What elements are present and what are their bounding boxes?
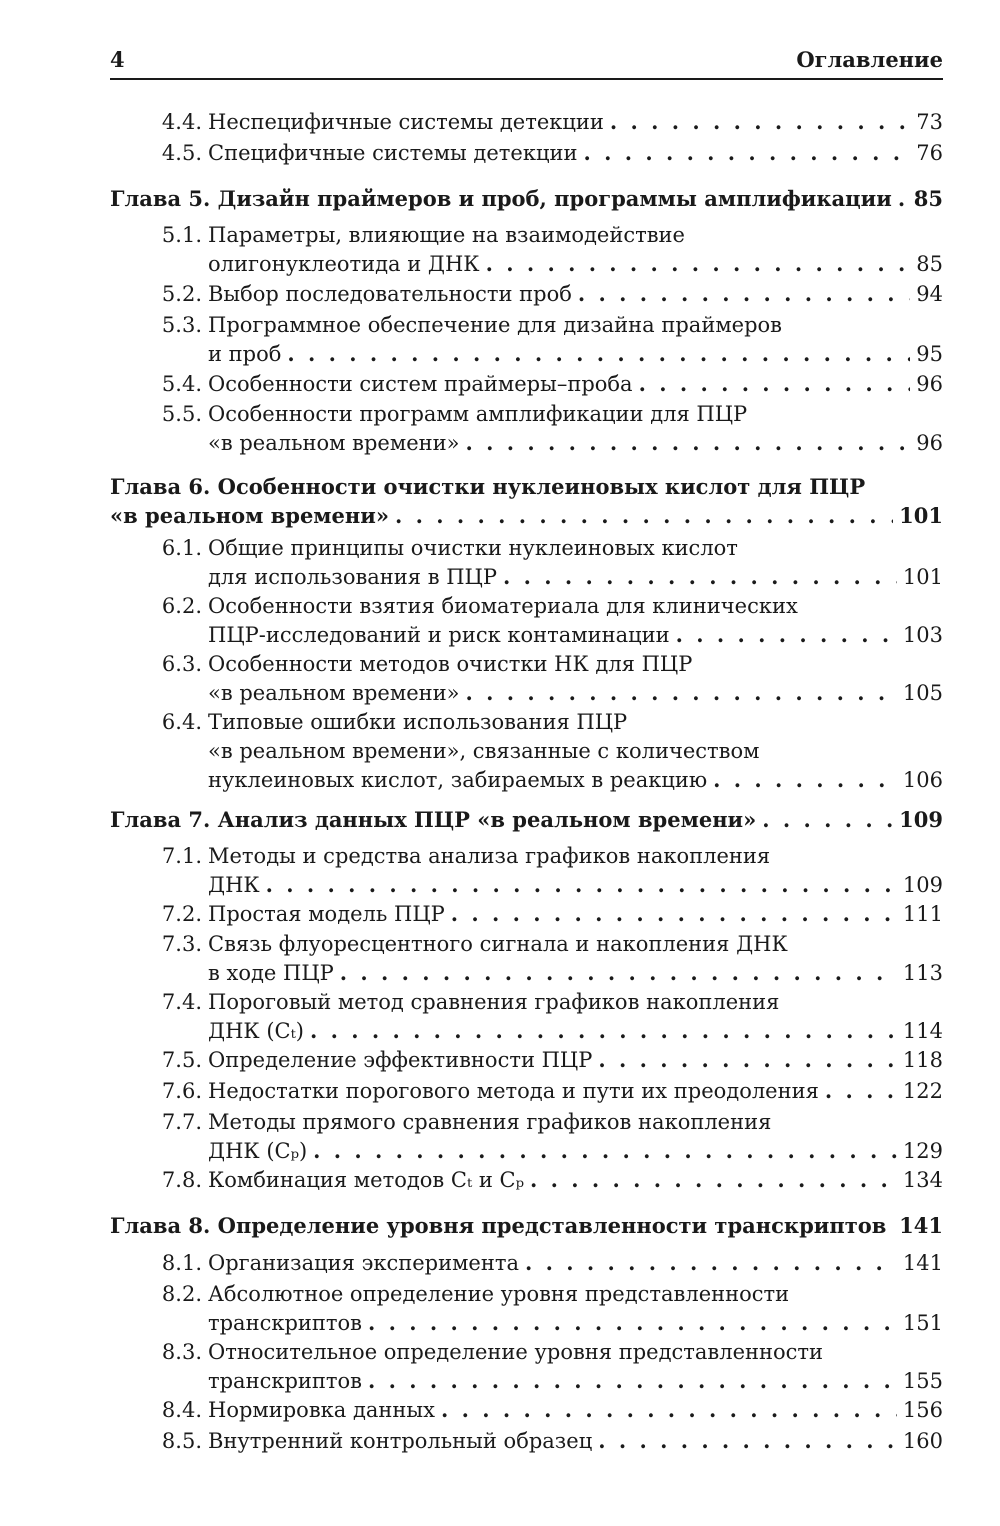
leader-dots <box>287 340 910 368</box>
toc-section-entry[interactable] <box>110 1166 943 1195</box>
leader-dots <box>465 429 910 457</box>
entry-title-line: ДНК <box>208 873 260 897</box>
page-ref: 114 <box>902 1019 943 1043</box>
leader-dots <box>368 1309 897 1337</box>
toc-chapter-entry[interactable] <box>110 473 943 531</box>
toc-section-entry[interactable] <box>110 900 943 929</box>
section-number: 7.4. <box>161 990 202 1014</box>
entry-title-line: Особенности программ амплификации для ПЦР <box>208 402 748 426</box>
page-ref: 109 <box>899 807 943 832</box>
leader-dots <box>583 139 910 167</box>
page-ref: 160 <box>902 1429 943 1453</box>
entry-title-line: ДНК (Cₜ) <box>208 1019 304 1043</box>
entry-title-line: для использования в ПЦР <box>208 565 497 589</box>
toc-section-entry[interactable] <box>110 592 943 650</box>
toc-section-entry[interactable] <box>110 370 943 399</box>
toc-section-entry[interactable] <box>110 1046 943 1075</box>
entry-title-line: транскриптов <box>208 1311 362 1335</box>
section-number: 7.3. <box>161 932 202 956</box>
toc-section-entry[interactable] <box>110 1280 943 1338</box>
entry-title-line: Параметры, влияющие на взаимодействие <box>208 223 685 247</box>
entry-title-line: Типовые ошибки использования ПЦР <box>208 710 628 734</box>
entry-title-line: Определение эффективности ПЦР <box>208 1048 593 1072</box>
entry-title-line: Комбинация методов Cₜ и Cₚ <box>208 1168 524 1192</box>
leader-dots <box>762 806 893 834</box>
page-ref: 76 <box>916 141 943 165</box>
toc-section-entry[interactable] <box>110 988 943 1046</box>
page-ref: 96 <box>916 431 943 455</box>
toc-section-entry[interactable] <box>110 1396 943 1425</box>
section-number: 5.3. <box>161 313 202 337</box>
page-ref: 103 <box>902 623 943 647</box>
page-number: 4 <box>110 47 125 72</box>
leader-dots <box>598 1046 897 1074</box>
toc-section-entry[interactable] <box>110 139 943 168</box>
section-number: 6.4. <box>161 710 202 734</box>
entry-title-line: Относительное определение уровня представленности <box>208 1340 824 1364</box>
toc-section-entry[interactable] <box>110 108 943 137</box>
leader-dots <box>530 1166 897 1194</box>
page-ref: 109 <box>902 873 943 897</box>
toc-chapter-entry[interactable] <box>110 1212 943 1241</box>
toc-section-entry[interactable] <box>110 930 943 988</box>
leader-dots <box>310 1017 897 1045</box>
section-number: 5.4. <box>161 372 202 396</box>
section-number: 7.6. <box>161 1079 202 1103</box>
page-ref: 156 <box>902 1398 943 1422</box>
entry-title-line: Неспецифичные системы детекции <box>208 110 604 134</box>
entry-title-line: Специфичные системы детекции <box>208 141 578 165</box>
entry-title-line: в ходе ПЦР <box>208 961 334 985</box>
section-number: 4.5. <box>161 141 202 165</box>
entry-title-line: Простая модель ПЦР <box>208 902 445 926</box>
entry-title-line: Глава 6. Особенности очистки нуклеиновых кислот для ПЦР <box>110 474 866 499</box>
entry-title-line: Глава 5. Дизайн праймеров и проб, программы амплификации <box>110 186 892 211</box>
page-ref: 113 <box>902 961 943 985</box>
leader-dots <box>525 1249 897 1277</box>
entry-title-line: Глава 8. Определение уровня представленности транскриптов <box>110 1213 887 1238</box>
toc-chapter-entry[interactable] <box>110 185 943 214</box>
page-ref: 73 <box>916 110 943 134</box>
toc-section-entry[interactable] <box>110 842 943 900</box>
toc-section-entry[interactable] <box>110 400 943 458</box>
leader-dots <box>266 871 897 899</box>
entry-title-line: Нормировка данных <box>208 1398 435 1422</box>
entry-title-line: «в реальном времени» <box>208 681 460 705</box>
section-number: 4.4. <box>161 110 202 134</box>
leader-dots <box>441 1396 897 1424</box>
page-ref: 85 <box>916 252 943 276</box>
section-number: 5.5. <box>161 402 202 426</box>
page-ref: 111 <box>902 902 943 926</box>
entry-title-line: Методы и средства анализа графиков накопления <box>208 844 771 868</box>
entry-title-line: «в реальном времени» <box>208 431 460 455</box>
toc-section-entry[interactable] <box>110 221 943 279</box>
toc-section-entry[interactable] <box>110 280 943 309</box>
section-number: 6.3. <box>161 652 202 676</box>
leader-dots <box>486 250 911 278</box>
toc-section-entry[interactable] <box>110 1338 943 1396</box>
entry-title-line: транскриптов <box>208 1369 362 1393</box>
leader-dots <box>451 900 897 928</box>
entry-title-line: Программное обеспечение для дизайна праймеров <box>208 313 782 337</box>
page-ref: 106 <box>902 768 943 792</box>
toc-section-entry[interactable] <box>110 534 943 592</box>
entry-title-line: нуклеиновых кислот, забираемых в реакцию <box>208 768 708 792</box>
toc-section-entry[interactable] <box>110 311 943 369</box>
section-number: 5.2. <box>161 282 202 306</box>
section-number: 7.7. <box>161 1110 202 1134</box>
leader-dots <box>639 370 911 398</box>
running-title: Оглавление <box>796 47 943 72</box>
toc-section-entry[interactable] <box>110 1108 943 1166</box>
page-ref: 118 <box>902 1048 943 1072</box>
leader-dots <box>368 1367 897 1395</box>
toc-section-entry[interactable] <box>110 708 943 795</box>
entry-title-line: Внутренний контрольный образец <box>208 1429 593 1453</box>
entry-title-line: Особенности систем праймеры–проба <box>208 372 633 396</box>
leader-dots <box>578 280 910 308</box>
entry-title-line: «в реальном времени», связанные с количеством <box>208 739 760 763</box>
toc-section-entry[interactable] <box>110 1249 943 1278</box>
leader-dots <box>898 185 908 213</box>
section-number: 7.1. <box>161 844 202 868</box>
page-ref: 85 <box>913 186 943 211</box>
entry-title-line: Недостатки порогового метода и пути их преодоления <box>208 1079 819 1103</box>
leader-dots <box>598 1427 897 1455</box>
page-ref: 101 <box>902 565 943 589</box>
entry-title-line: олигонуклеотида и ДНК <box>208 252 480 276</box>
section-number: 5.1. <box>161 223 202 247</box>
entry-title-line: и проб <box>208 342 282 366</box>
section-number: 7.5. <box>161 1048 202 1072</box>
page-ref: 95 <box>916 342 943 366</box>
entry-title-line: Пороговый метод сравнения графиков накопления <box>208 990 780 1014</box>
page-ref: 129 <box>902 1139 943 1163</box>
leader-dots <box>465 679 896 707</box>
entry-title-line: Выбор последовательности проб <box>208 282 572 306</box>
leader-dots <box>825 1077 897 1105</box>
leader-dots <box>313 1137 897 1165</box>
page-ref: 151 <box>902 1311 943 1335</box>
leader-dots <box>713 766 897 794</box>
page-ref: 122 <box>902 1079 943 1103</box>
section-number: 7.2. <box>161 902 202 926</box>
page-header <box>110 42 943 80</box>
entry-title-line: Общие принципы очистки нуклеиновых кислот <box>208 536 738 560</box>
section-number: 8.3. <box>161 1340 202 1364</box>
entry-title-line: Глава 7. Анализ данных ПЦР «в реальном времени» <box>110 807 757 832</box>
toc-section-entry[interactable] <box>110 1427 943 1456</box>
entry-title-line: ДНК (Cₚ) <box>208 1139 308 1163</box>
leader-dots <box>503 563 897 591</box>
entry-title-line: Особенности взятия биоматериала для клинических <box>208 594 798 618</box>
page-ref: 105 <box>902 681 943 705</box>
leader-dots <box>610 108 910 136</box>
leader-dots <box>892 1212 893 1240</box>
entry-title-line: ПЦР-исследований и риск контаминации <box>208 623 670 647</box>
entry-title-line: Особенности методов очистки НК для ПЦР <box>208 652 693 676</box>
entry-title-line: «в реальном времени» <box>110 503 389 528</box>
section-number: 8.2. <box>161 1282 202 1306</box>
leader-dots <box>340 959 897 987</box>
section-number: 8.1. <box>161 1251 202 1275</box>
section-number: 6.2. <box>161 594 202 618</box>
section-number: 8.5. <box>161 1429 202 1453</box>
section-number: 7.8. <box>161 1168 202 1192</box>
entry-title-line: Связь флуоресцентного сигнала и накопления ДНК <box>208 932 788 956</box>
page-ref: 134 <box>902 1168 943 1192</box>
page-ref: 141 <box>899 1213 943 1238</box>
page-ref: 94 <box>916 282 943 306</box>
page-ref: 101 <box>899 503 943 528</box>
entry-title-line: Организация эксперимента <box>208 1251 519 1275</box>
page-ref: 155 <box>902 1369 943 1393</box>
page-ref: 141 <box>902 1251 943 1275</box>
section-number: 8.4. <box>161 1398 202 1422</box>
toc-section-entry[interactable] <box>110 650 943 708</box>
page-ref: 96 <box>916 372 943 396</box>
entry-title-line: Методы прямого сравнения графиков накопления <box>208 1110 772 1134</box>
section-number: 6.1. <box>161 536 202 560</box>
toc-section-entry[interactable] <box>110 1077 943 1106</box>
entry-title-line: Абсолютное определение уровня представленности <box>208 1282 790 1306</box>
toc-chapter-entry[interactable] <box>110 806 943 835</box>
leader-dots <box>676 621 897 649</box>
leader-dots <box>395 502 893 530</box>
